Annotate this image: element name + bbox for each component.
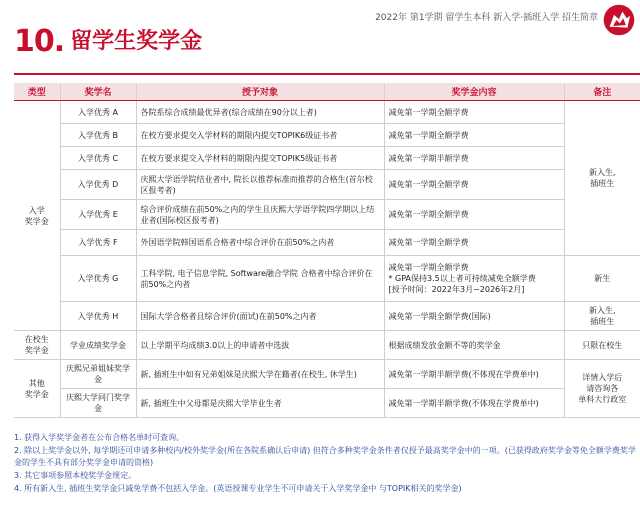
col-header-name: 奖学名 — [60, 83, 136, 101]
university-lion-logo-icon — [602, 3, 636, 37]
category-other-cell: 其他 奖学金 — [14, 360, 60, 418]
scholarship-content: 根据成绩发放金额不等的奖学金 — [384, 331, 564, 360]
section-title: 留学生奖学金 — [70, 29, 203, 54]
scholarship-content: 减免第一学期半额学费 — [384, 147, 564, 170]
note-item: 3. 其它事项参照本校奖学金规定。 — [14, 471, 137, 480]
scholarship-name: 入学优秀 E — [60, 200, 136, 230]
scholarship-name: 入学优秀 F — [60, 230, 136, 256]
table-row — [14, 389, 640, 418]
remark-cell: 新入生, 插班生 — [564, 302, 640, 331]
page-title — [14, 24, 202, 59]
table-row — [14, 256, 640, 302]
scholarship-name: 入学优秀 A — [60, 101, 136, 124]
col-header-target: 授予对象 — [136, 83, 384, 101]
scholarship-name: 庆熙大学同门奖学金 — [60, 389, 136, 418]
scholarship-name: 入学优秀 B — [60, 124, 136, 147]
scholarship-content-multi — [384, 256, 564, 302]
scholarship-content: 减免第一学期全额学费(国际) — [384, 302, 564, 331]
table-row — [14, 230, 640, 256]
scholarship-target: 外国语学院韩国语系合格者中综合评价在前50%之内者 — [136, 230, 384, 256]
scholarship-target: 各院系综合成绩最优异者(综合成绩在90分以上者) — [136, 101, 384, 124]
table-row — [14, 360, 640, 389]
scholarship-content: 减免第一学期全额学费 — [384, 170, 564, 200]
scholarship-name: 入学优秀 D — [60, 170, 136, 200]
scholarship-name: 学业成绩奖学金 — [60, 331, 136, 360]
section-number: 10. — [14, 24, 65, 59]
remark-cell: 新生 — [564, 256, 640, 302]
scholarship-target: 在校方要求提交入学材料的期限内提交TOPIK5级证书者 — [136, 147, 384, 170]
col-header-remark: 备注 — [564, 83, 640, 101]
category-entry-cell: 入学 奖学金 — [14, 101, 60, 331]
remark-cell: 新入生, 插班生 — [564, 101, 640, 256]
notes-section — [14, 432, 640, 496]
scholarship-content: 减免第一学期半额学费(不体现在学费单中) — [384, 360, 564, 389]
scholarship-target: 新, 插班生中父母都是庆熙大学毕业生者 — [136, 389, 384, 418]
scholarship-content: 减免第一学期全额学费 — [384, 230, 564, 256]
scholarship-content: 减免第一学期半额学费(不体现在学费单中) — [384, 389, 564, 418]
scholarship-target: 新, 插班生中如有兄弟姐妹是庆熙大学在籍者(在校生, 休学生) — [136, 360, 384, 389]
content-line: [授予时间：2022年3月~2026年2月] — [388, 285, 525, 294]
scholarship-target: 在校方要求提交入学材料的期限内提交TOPIK6级证书者 — [136, 124, 384, 147]
note-item: 2. 除以上奖学金以外, 每学期还可申请多种校内/校外奖学金(所在各院系确认后申请) 但符合多种奖学金条件者仅授予最高奖学金中的一项。(已获得政府奖学金等免全额学费奖学金的学生不具有部分奖学金申请的资格) — [14, 446, 636, 467]
table-row — [14, 101, 640, 124]
category-enrolled-cell: 在校生 奖学金 — [14, 331, 60, 360]
scholarship-content: 减免第一学期全额学费 — [384, 101, 564, 124]
content-line: 减免第一学期全额学费 — [388, 263, 469, 272]
remark-cell: 只限在校生 — [564, 331, 640, 360]
scholarship-target: 庆熙大学语学院结业者中, 院长以推荐标准而推荐的合格生(首尔校区报考者) — [136, 170, 384, 200]
scholarship-name: 入学优秀 H — [60, 302, 136, 331]
note-item: 4. 所有新入生, 插班生奖学金只减免学费不包括入学金。(英语授课专业学生不可申请关于入学奖学金中 与TOPIK相关的奖学金) — [14, 484, 462, 493]
table-row — [14, 200, 640, 230]
col-header-type: 类型 — [14, 83, 60, 101]
header-subtitle: 2022年 第1学期 留学生本科 新入学·插班入学 招生简章 — [375, 13, 598, 23]
table-row — [14, 302, 640, 331]
scholarship-name: 入学优秀 G — [60, 256, 136, 302]
table-row — [14, 147, 640, 170]
scholarship-content: 减免第一学期全额学费 — [384, 124, 564, 147]
scholarship-target: 以上学期平均成绩3.0以上的申请者中选拔 — [136, 331, 384, 360]
table-row — [14, 124, 640, 147]
scholarship-name: 庆熙兄弟姐妹奖学金 — [60, 360, 136, 389]
table-header-row — [14, 83, 640, 101]
scholarship-table — [14, 83, 640, 418]
scholarship-target: 综合评价成绩在前50%之内的学生且庆熙大学语学院四学期以上结业者(国际校区报考者) — [136, 200, 384, 230]
table-row — [14, 331, 640, 360]
note-item: 1. 获得入学奖学金者在公布合格名单时可查询。 — [14, 433, 185, 442]
content-line: * GPA保持3.5以上者可持续减免全额学费 — [388, 274, 536, 283]
scholarship-target: 国际大学合格者且综合评价(面试)在前50%之内者 — [136, 302, 384, 331]
remark-cell: 详情入学后 请咨询各 单科大行政室 — [564, 360, 640, 418]
page-header — [0, 0, 640, 60]
title-divider — [14, 73, 640, 75]
scholarship-content: 减免第一学期全额学费 — [384, 200, 564, 230]
col-header-content: 奖学金内容 — [384, 83, 564, 101]
scholarship-name: 入学优秀 C — [60, 147, 136, 170]
scholarship-target: 工科学院, 电子信息学院, Software融合学院 合格者中综合评价在前50%之内者 — [136, 256, 384, 302]
table-row — [14, 170, 640, 200]
